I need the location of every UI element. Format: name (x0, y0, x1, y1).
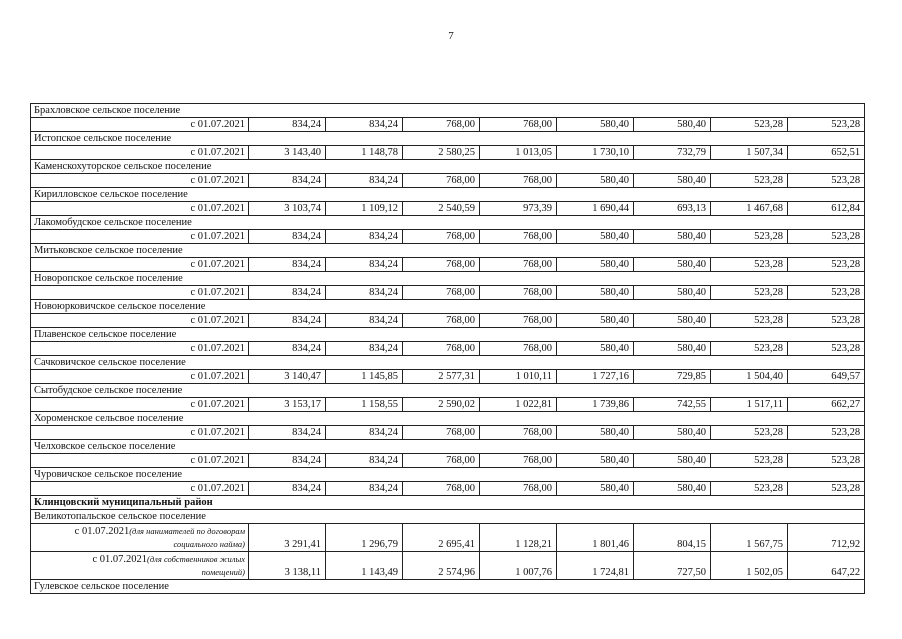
tariff-value-cell: 2 540,59 (403, 202, 480, 216)
tariff-value-cell: 580,40 (634, 230, 711, 244)
settlement-name: Сачковичское сельское поселение (31, 356, 865, 370)
tariff-value-cell: 580,40 (634, 174, 711, 188)
tariff-value-cell: 834,24 (326, 454, 403, 468)
tariff-value-cell: 580,40 (557, 230, 634, 244)
settlement-name-row (31, 272, 865, 286)
effective-date-cell (31, 482, 249, 496)
tariff-value-cell: 523,28 (788, 342, 865, 356)
effective-date: с 01.07.2021 (190, 231, 245, 242)
tariff-value-cell: 523,28 (711, 118, 788, 132)
settlement-name-row (31, 216, 865, 230)
tariff-value-cell: 834,24 (326, 258, 403, 272)
tariff-value-cell: 732,79 (634, 146, 711, 160)
tariff-value-cell: 768,00 (480, 174, 557, 188)
tariff-value-cell: 3 138,11 (249, 552, 326, 580)
tariff-value-cell: 1 007,76 (480, 552, 557, 580)
settlement-name: Кирилловское сельское поселение (31, 188, 865, 202)
effective-date-cell (31, 286, 249, 300)
tariff-values-row (31, 314, 865, 328)
effective-date: с 01.07.2021 (190, 343, 245, 354)
tariff-value-cell: 523,28 (711, 454, 788, 468)
tariff-values-row (31, 370, 865, 384)
tariff-value-cell: 1 730,10 (557, 146, 634, 160)
tariff-value-cell: 523,28 (711, 314, 788, 328)
tariff-value-cell: 580,40 (557, 286, 634, 300)
tariff-value-cell: 1 158,55 (326, 398, 403, 412)
tariff-values-row (31, 118, 865, 132)
tariff-value-cell: 768,00 (403, 258, 480, 272)
tariff-value-cell: 1 504,40 (711, 370, 788, 384)
page-number: 7 (448, 30, 454, 42)
effective-date: с 01.07.2021 (190, 119, 245, 130)
settlement-name-row (31, 468, 865, 482)
tariff-value-cell: 834,24 (326, 174, 403, 188)
settlement-name-row (31, 188, 865, 202)
tariff-value-cell: 2 580,25 (403, 146, 480, 160)
tariff-value-cell: 580,40 (634, 426, 711, 440)
tariff-value-cell: 1 690,44 (557, 202, 634, 216)
tariff-value-cell: 523,28 (788, 118, 865, 132)
tariff-values-row (31, 524, 865, 552)
tariff-value-cell: 2 577,31 (403, 370, 480, 384)
tariff-value-cell: 523,28 (788, 286, 865, 300)
effective-date-cell (31, 454, 249, 468)
settlement-name-row (31, 356, 865, 370)
tariff-value-cell: 580,40 (634, 314, 711, 328)
effective-date: с 01.07.2021 (190, 203, 245, 214)
tariff-value-cell: 768,00 (403, 314, 480, 328)
settlement-name-row (31, 132, 865, 146)
tariff-value-cell: 1 013,05 (480, 146, 557, 160)
effective-date-cell (31, 552, 249, 580)
tariff-value-cell: 580,40 (634, 118, 711, 132)
tariff-value-cell: 768,00 (403, 174, 480, 188)
effective-date: с 01.07.2021 (74, 526, 130, 537)
settlement-name: Каменскохуторское сельское поселение (31, 160, 865, 174)
tariff-value-cell: 523,28 (788, 258, 865, 272)
tariff-value-cell: 834,24 (326, 286, 403, 300)
tariff-value-cell: 580,40 (557, 258, 634, 272)
tariff-value-cell: 1 467,68 (711, 202, 788, 216)
tariff-value-cell: 768,00 (403, 342, 480, 356)
tariff-value-cell: 727,50 (634, 552, 711, 580)
effective-date-cell (31, 230, 249, 244)
tariff-values-row (31, 174, 865, 188)
tariff-value-cell: 580,40 (557, 314, 634, 328)
tariff-value-cell: 580,40 (634, 286, 711, 300)
effective-date: с 01.07.2021 (190, 371, 245, 382)
tariff-value-cell: 768,00 (480, 426, 557, 440)
tariff-value-cell: 834,24 (326, 314, 403, 328)
tariff-value-cell: 649,57 (788, 370, 865, 384)
tariff-value-cell: 1 567,75 (711, 524, 788, 552)
date-note-line-1: (для собственников жилых (147, 554, 245, 564)
tariff-values-row (31, 398, 865, 412)
tariff-value-cell: 523,28 (788, 454, 865, 468)
tariff-value-cell: 580,40 (557, 342, 634, 356)
tariff-value-cell: 1 517,11 (711, 398, 788, 412)
settlement-name: Хороменское сельсвое поселение (31, 412, 865, 426)
tariff-value-cell: 834,24 (249, 230, 326, 244)
tariff-value-cell: 768,00 (403, 482, 480, 496)
tariff-value-cell: 742,55 (634, 398, 711, 412)
tariff-value-cell: 1 143,49 (326, 552, 403, 580)
tariff-value-cell: 580,40 (557, 426, 634, 440)
date-note-line-2: социального найма) (173, 539, 245, 549)
tariff-value-cell: 834,24 (249, 118, 326, 132)
effective-date: с 01.07.2021 (190, 483, 245, 494)
tariff-value-cell: 580,40 (557, 174, 634, 188)
tariff-value-cell: 523,28 (711, 174, 788, 188)
tariff-values-row (31, 482, 865, 496)
settlement-name-row (31, 384, 865, 398)
effective-date: с 01.07.2021 (92, 554, 148, 565)
tariff-value-cell: 662,27 (788, 398, 865, 412)
tariff-value-cell: 523,28 (788, 230, 865, 244)
tariff-value-cell: 712,92 (788, 524, 865, 552)
tariff-value-cell: 834,24 (326, 482, 403, 496)
settlement-name: Брахловское сельское поселение (31, 104, 865, 118)
tariff-value-cell: 1 010,11 (480, 370, 557, 384)
tariff-value-cell: 768,00 (403, 454, 480, 468)
tariff-value-cell: 834,24 (249, 426, 326, 440)
date-note-line-1: (для нанимателей по договорам (129, 526, 245, 536)
tariff-value-cell: 1 507,34 (711, 146, 788, 160)
settlement-name: Великотопальское сельское поселение (31, 510, 865, 524)
tariff-value-cell: 768,00 (403, 426, 480, 440)
settlement-name-row (31, 244, 865, 258)
settlement-name: Гулевское сельское поселение (31, 580, 865, 594)
tariff-value-cell: 1 296,79 (326, 524, 403, 552)
effective-date: с 01.07.2021 (190, 259, 245, 270)
tariff-value-cell: 834,24 (249, 482, 326, 496)
settlement-name-row (31, 328, 865, 342)
settlement-name: Челховское сельское поселение (31, 440, 865, 454)
tariff-value-cell: 2 590,02 (403, 398, 480, 412)
tariff-value-cell: 1 739,86 (557, 398, 634, 412)
effective-date-cell (31, 524, 249, 552)
settlement-name: Новоропское сельское поселение (31, 272, 865, 286)
tariff-value-cell: 1 148,78 (326, 146, 403, 160)
tariff-values-row (31, 230, 865, 244)
settlement-name: Истопское сельское поселение (31, 132, 865, 146)
tariff-value-cell: 768,00 (480, 258, 557, 272)
tariff-value-cell: 580,40 (557, 482, 634, 496)
settlement-name: Плавенское сельское поселение (31, 328, 865, 342)
tariff-value-cell: 2 695,41 (403, 524, 480, 552)
effective-date-cell (31, 174, 249, 188)
tariff-value-cell: 523,28 (711, 258, 788, 272)
tariff-value-cell: 768,00 (480, 230, 557, 244)
tariff-values-row (31, 146, 865, 160)
tariff-value-cell: 768,00 (480, 482, 557, 496)
tariff-value-cell: 834,24 (249, 258, 326, 272)
effective-date-cell (31, 314, 249, 328)
district-name: Клинцовский муниципальный район (31, 496, 865, 510)
settlement-name-row (31, 160, 865, 174)
tariff-value-cell: 1 128,21 (480, 524, 557, 552)
tariff-value-cell: 523,28 (788, 314, 865, 328)
effective-date-cell (31, 118, 249, 132)
tariff-value-cell: 834,24 (249, 454, 326, 468)
tariff-values-row (31, 258, 865, 272)
tariff-value-cell: 580,40 (557, 454, 634, 468)
effective-date: с 01.07.2021 (190, 427, 245, 438)
effective-date-cell (31, 398, 249, 412)
tariff-value-cell: 1 724,81 (557, 552, 634, 580)
tariff-value-cell: 3 153,17 (249, 398, 326, 412)
settlement-name-row (31, 104, 865, 118)
effective-date-cell (31, 202, 249, 216)
tariff-values-row (31, 342, 865, 356)
tariff-value-cell: 1 145,85 (326, 370, 403, 384)
tariff-values-row (31, 552, 865, 580)
settlement-name: Митьковское сельское поселение (31, 244, 865, 258)
effective-date: с 01.07.2021 (190, 147, 245, 158)
settlement-name-row (31, 300, 865, 314)
settlement-name: Новоюрковичское сельское поселение (31, 300, 865, 314)
tariff-value-cell: 768,00 (403, 230, 480, 244)
tariff-value-cell: 768,00 (403, 286, 480, 300)
effective-date: с 01.07.2021 (190, 315, 245, 326)
effective-date: с 01.07.2021 (190, 455, 245, 466)
tariff-value-cell: 612,84 (788, 202, 865, 216)
tariff-value-cell: 1 022,81 (480, 398, 557, 412)
tariff-value-cell: 523,28 (711, 230, 788, 244)
tariff-value-cell: 523,28 (788, 426, 865, 440)
tariff-value-cell: 768,00 (480, 314, 557, 328)
settlement-name: Сытобудское сельское поселение (31, 384, 865, 398)
tariff-value-cell: 652,51 (788, 146, 865, 160)
tariff-value-cell: 768,00 (480, 286, 557, 300)
tariff-value-cell: 693,13 (634, 202, 711, 216)
tariff-value-cell: 523,28 (711, 286, 788, 300)
tariff-value-cell: 1 109,12 (326, 202, 403, 216)
tariff-value-cell: 768,00 (480, 118, 557, 132)
tariff-value-cell: 523,28 (711, 342, 788, 356)
tariff-value-cell: 768,00 (403, 118, 480, 132)
tariff-value-cell: 3 103,74 (249, 202, 326, 216)
tariff-value-cell: 1 727,16 (557, 370, 634, 384)
settlement-name-row (31, 440, 865, 454)
settlement-name-row (31, 412, 865, 426)
effective-date: с 01.07.2021 (190, 175, 245, 186)
effective-date-cell (31, 370, 249, 384)
tariff-value-cell: 3 143,40 (249, 146, 326, 160)
tariff-value-cell: 768,00 (480, 342, 557, 356)
tariff-value-cell: 834,24 (249, 174, 326, 188)
tariff-values-row (31, 454, 865, 468)
tariff-value-cell: 3 291,41 (249, 524, 326, 552)
tariff-value-cell: 768,00 (480, 454, 557, 468)
tariff-value-cell: 834,24 (249, 286, 326, 300)
tariff-value-cell: 834,24 (326, 118, 403, 132)
tariff-value-cell: 973,39 (480, 202, 557, 216)
tariff-value-cell: 580,40 (634, 342, 711, 356)
tariff-value-cell: 834,24 (326, 230, 403, 244)
tariff-value-cell: 729,85 (634, 370, 711, 384)
settlement-name-row (31, 510, 865, 524)
effective-date-cell (31, 146, 249, 160)
tariff-value-cell: 834,24 (249, 314, 326, 328)
tariff-values-row (31, 426, 865, 440)
tariff-value-cell: 523,28 (788, 482, 865, 496)
tariff-value-cell: 834,24 (326, 426, 403, 440)
tariff-value-cell: 2 574,96 (403, 552, 480, 580)
effective-date-cell (31, 258, 249, 272)
tariff-value-cell: 523,28 (711, 482, 788, 496)
tariff-values-row (31, 202, 865, 216)
tariff-value-cell: 580,40 (634, 454, 711, 468)
tariff-value-cell: 804,15 (634, 524, 711, 552)
settlement-name: Лакомобудское сельское поселение (31, 216, 865, 230)
tariff-value-cell: 1 801,46 (557, 524, 634, 552)
tariff-value-cell: 3 140,47 (249, 370, 326, 384)
tariff-value-cell: 834,24 (326, 342, 403, 356)
effective-date-cell (31, 426, 249, 440)
effective-date: с 01.07.2021 (190, 399, 245, 410)
effective-date: с 01.07.2021 (190, 287, 245, 298)
tariff-value-cell: 647,22 (788, 552, 865, 580)
tariff-table (30, 103, 865, 594)
settlement-name-row (31, 580, 865, 594)
tariff-value-cell: 1 502,05 (711, 552, 788, 580)
tariff-value-cell: 580,40 (634, 482, 711, 496)
tariff-value-cell: 580,40 (634, 258, 711, 272)
district-header-row (31, 496, 865, 510)
tariff-value-cell: 834,24 (249, 342, 326, 356)
date-note-line-2: помещений) (201, 567, 245, 577)
tariff-value-cell: 580,40 (557, 118, 634, 132)
tariff-values-row (31, 286, 865, 300)
tariff-value-cell: 523,28 (711, 426, 788, 440)
effective-date-cell (31, 342, 249, 356)
settlement-name: Чуровичское сельское поселение (31, 468, 865, 482)
tariff-value-cell: 523,28 (788, 174, 865, 188)
